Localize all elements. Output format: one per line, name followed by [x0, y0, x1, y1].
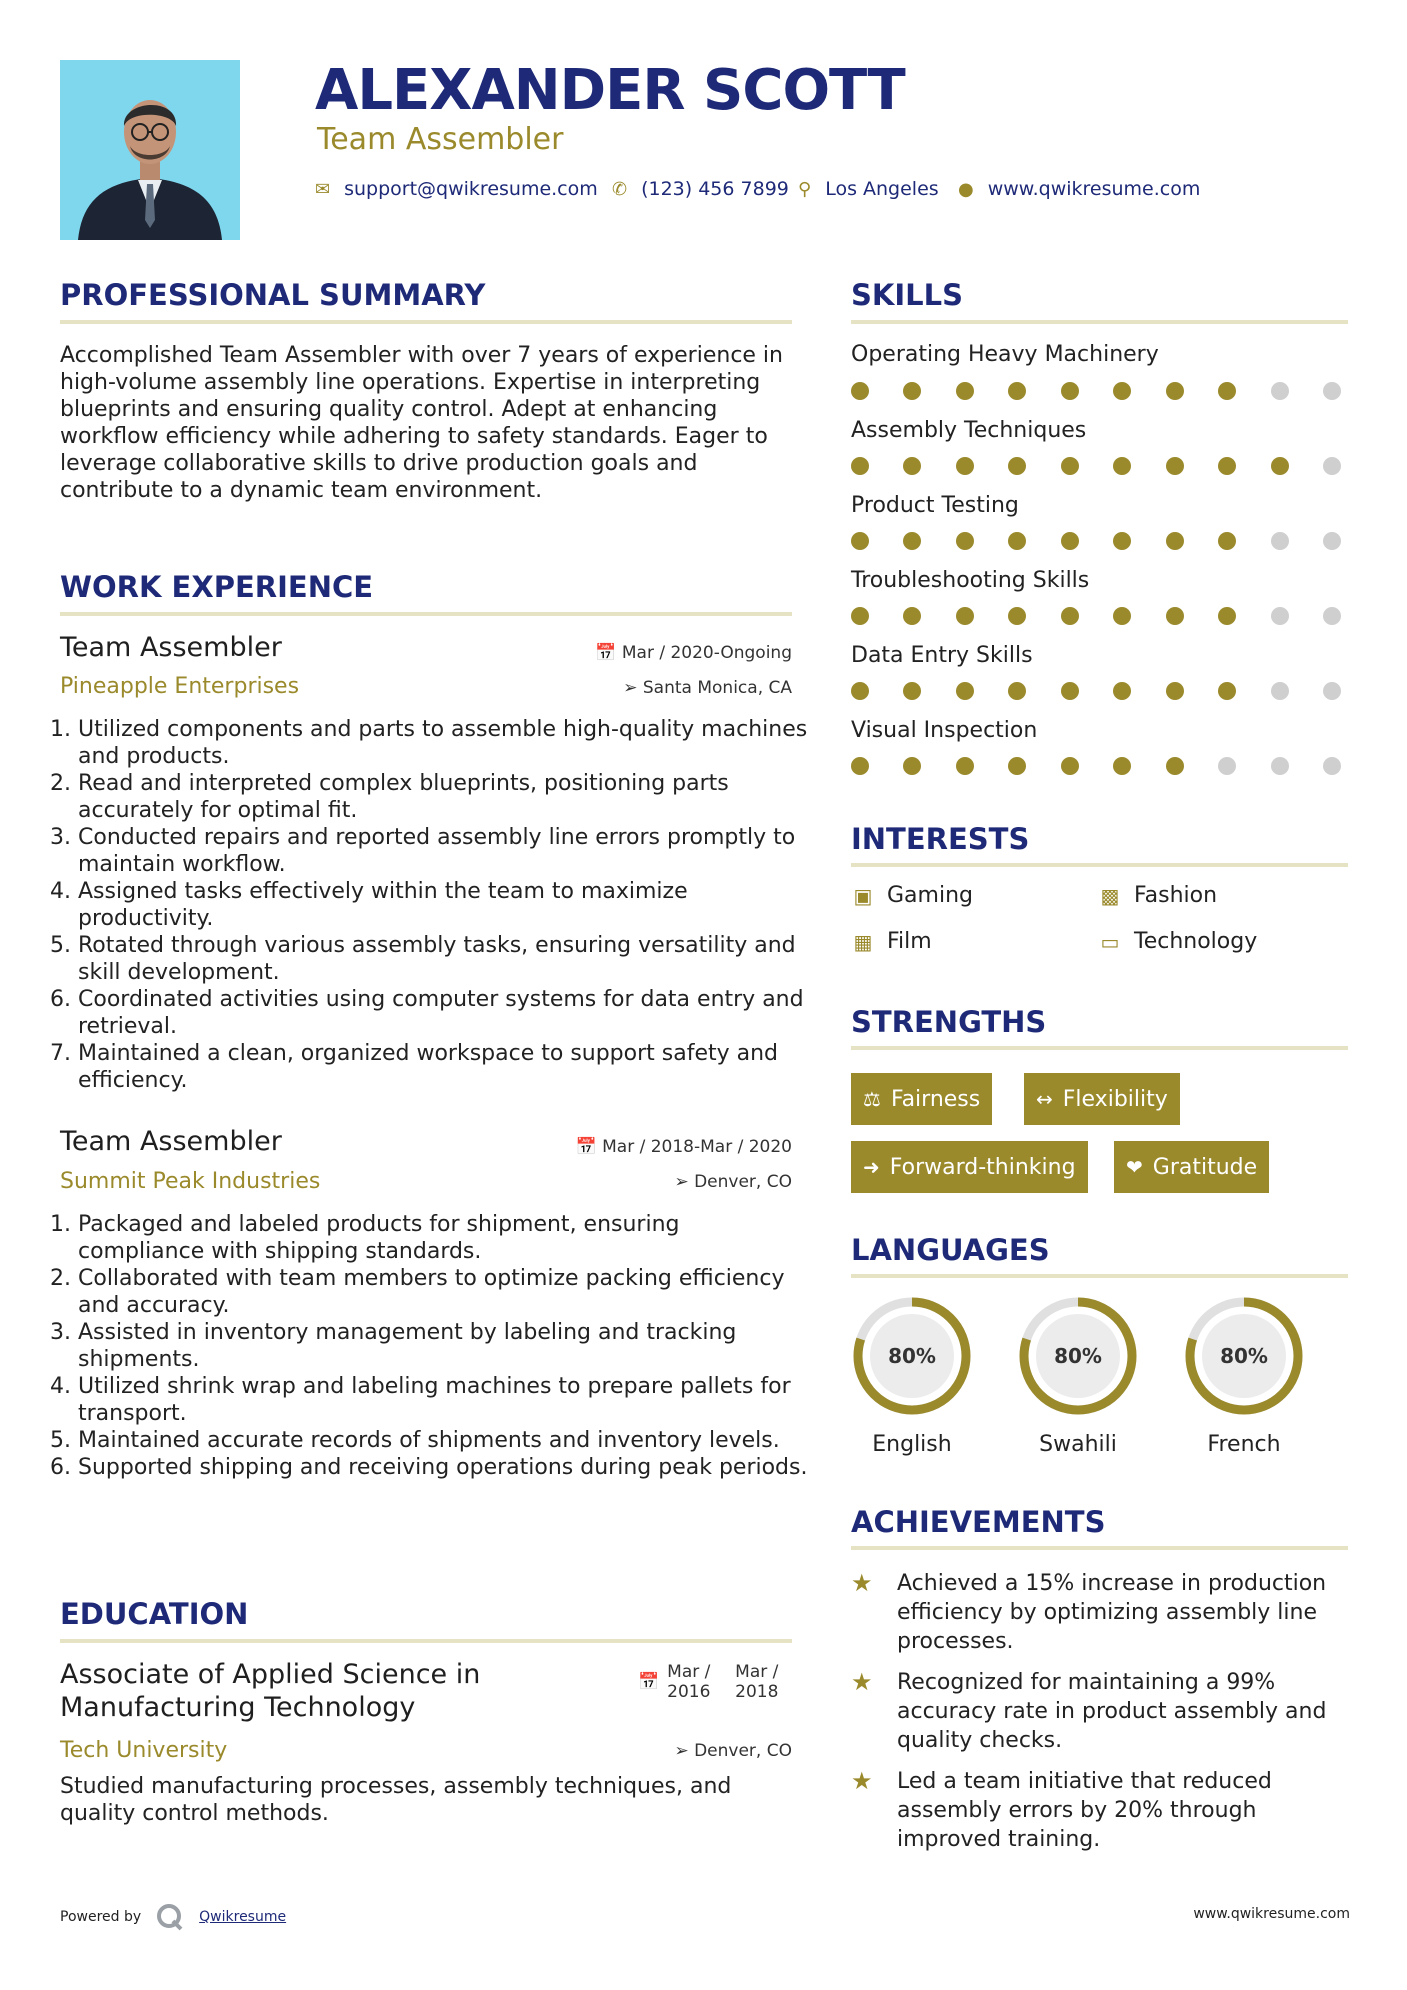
list-item: 6. Coordinated activities using computer systems for data entry and retrieval. [78, 986, 810, 1040]
skill-name: Data Entry Skills [851, 643, 1033, 668]
star-icon: ★ [851, 1767, 873, 1795]
rating-dot-filled [956, 457, 974, 475]
gamepad-icon: ▣ [853, 883, 873, 908]
heart-icon: ❤ [1126, 1155, 1143, 1179]
location-text: Los Angeles [825, 178, 939, 200]
skill-name: Troubleshooting Skills [851, 568, 1090, 593]
profile-photo [60, 60, 240, 240]
laptop-icon: ▭ [1100, 929, 1120, 954]
achievement-text: Recognized for maintaining a 99% accuracy rate in product assembly and quality checks. [897, 1670, 1327, 1753]
rating-dot-filled [1113, 682, 1131, 700]
achievement-item [851, 1569, 1351, 1656]
education-description: Studied manufacturing processes, assembly techniques, and quality control methods. [60, 1774, 732, 1826]
rating-dot-filled [1113, 457, 1131, 475]
skill-rating [851, 457, 1341, 475]
interest-film [851, 929, 932, 954]
rating-dot-empty [1323, 382, 1341, 400]
skill-rating [851, 382, 1341, 400]
skills-heading: SKILLS [851, 278, 963, 312]
end-month: Mar / [735, 1662, 779, 1682]
strength-label: Forward-thinking [889, 1154, 1076, 1180]
footer-powered-by [60, 1902, 286, 1932]
rating-dot-filled [956, 532, 974, 550]
star-icon: ★ [851, 1668, 873, 1696]
powered-by-text: Powered by [60, 1909, 142, 1925]
summary-text: Accomplished Team Assembler with over 7 years of experience in high-volume assembly line operations. Expertise in interpreting blueprints and ensuring quality control. Adept at enhancing workflow efficiency while adhering to safety standards. Eager to leverage collaborative skills to drive production goals and contribute to a dynamic team environment. [60, 343, 783, 503]
list-item: 3. Conducted repairs and reported assembly line errors promptly to maintain workflow. [78, 824, 810, 878]
calendar-icon: 📅 [638, 1672, 660, 1692]
rating-dot-filled [1166, 607, 1184, 625]
section-divider [851, 1546, 1348, 1550]
job-location-text: Denver, CO [694, 1172, 792, 1192]
rating-dot-filled [1218, 457, 1236, 475]
job-location [674, 1172, 792, 1192]
skill-rating [851, 682, 1341, 700]
language-name: French [1207, 1432, 1281, 1457]
achievements-heading: ACHIEVEMENTS [851, 1505, 1106, 1539]
arrow-right-icon: ➜ [863, 1155, 880, 1179]
rating-dot-filled [851, 607, 869, 625]
rating-dot-filled [1271, 457, 1289, 475]
degree-line-2: Manufacturing Technology [60, 1692, 416, 1723]
rating-dot-filled [1061, 607, 1079, 625]
strength-badge [1024, 1073, 1180, 1125]
degree-line-1: Associate of Applied Science in [60, 1659, 481, 1690]
section-divider [851, 1046, 1348, 1050]
pin-icon: ➢ [674, 1741, 689, 1761]
map-marker-icon: ⚲ [798, 178, 812, 200]
rating-dot-empty [1271, 607, 1289, 625]
rating-dot-filled [1061, 457, 1079, 475]
rating-dot-filled [1166, 382, 1184, 400]
job-location [623, 678, 792, 698]
school-name: Tech University [60, 1738, 228, 1763]
rating-dot-filled [1166, 682, 1184, 700]
contact-location [798, 178, 939, 200]
rating-dot-filled [1218, 682, 1236, 700]
rating-dot-filled [1113, 607, 1131, 625]
rating-dot-filled [1166, 757, 1184, 775]
skill-name: Assembly Techniques [851, 418, 1087, 443]
rating-dot-filled [1008, 757, 1026, 775]
strength-badge [851, 1141, 1088, 1193]
skill-rating [851, 532, 1341, 550]
rating-dot-filled [1113, 532, 1131, 550]
envelope-icon: ✉ [315, 178, 331, 200]
rating-dot-filled [956, 757, 974, 775]
job-dates [576, 1137, 792, 1157]
phone-icon: ✆ [612, 178, 628, 200]
brand-link[interactable]: Qwikresume [199, 1909, 287, 1925]
rating-dot-filled [1166, 532, 1184, 550]
interests-heading: INTERESTS [851, 822, 1030, 856]
list-item: 3. Assisted in inventory management by labeling and tracking shipments. [78, 1319, 810, 1373]
start-month: Mar / [667, 1662, 711, 1682]
rating-dot-filled [903, 382, 921, 400]
job-company: Pineapple Enterprises [60, 674, 300, 699]
summary-heading: PROFESSIONAL SUMMARY [60, 278, 486, 312]
rating-dot-filled [903, 682, 921, 700]
skill-name: Visual Inspection [851, 718, 1038, 743]
contact-phone[interactable] [612, 178, 789, 200]
education-heading: EDUCATION [60, 1597, 249, 1631]
job-title: Team Assembler [60, 1126, 282, 1157]
contact-email[interactable] [315, 178, 598, 200]
interest-fashion [1098, 883, 1217, 908]
strengths-heading: STRENGTHS [851, 1005, 1047, 1039]
job-dates-text: Mar / 2020-Ongoing [621, 643, 792, 663]
rating-dot-filled [903, 607, 921, 625]
person-portrait-icon [60, 60, 240, 240]
rating-dot-filled [1061, 532, 1079, 550]
rating-dot-filled [1218, 607, 1236, 625]
gauge-label: 80% [1054, 1344, 1102, 1368]
shopping-bag-icon: ▩ [1100, 883, 1120, 908]
achievement-item [851, 1668, 1351, 1755]
job-duties-list [60, 1211, 810, 1481]
pin-icon: ➢ [623, 678, 638, 698]
rating-dot-filled [851, 382, 869, 400]
job-title: Team Assembler [60, 632, 282, 663]
skill-rating [851, 757, 1341, 775]
rating-dot-filled [903, 757, 921, 775]
phone-text[interactable]: (123) 456 7899 [641, 178, 789, 200]
language-name: English [872, 1432, 952, 1457]
start-year: 2016 [667, 1682, 711, 1702]
list-item: 6. Supported shipping and receiving operations during peak periods. [78, 1454, 810, 1481]
job-dates-text: Mar / 2018-Mar / 2020 [602, 1137, 792, 1157]
candidate-name: ALEXANDER SCOTT [315, 58, 905, 123]
calendar-icon: 📅 [575, 1137, 597, 1157]
strength-label: Flexibility [1062, 1086, 1168, 1112]
rating-dot-empty [1271, 532, 1289, 550]
section-divider [851, 1274, 1348, 1278]
interest-technology [1098, 929, 1257, 954]
interest-label: Technology [1134, 929, 1258, 954]
rating-dot-filled [1008, 457, 1026, 475]
rating-dot-filled [1008, 607, 1026, 625]
section-divider [851, 320, 1348, 324]
scale-icon: ⚖ [863, 1087, 881, 1111]
rating-dot-empty [1323, 682, 1341, 700]
rating-dot-empty [1271, 382, 1289, 400]
rating-dot-filled [1166, 457, 1184, 475]
rating-dot-filled [956, 382, 974, 400]
contact-website[interactable] [958, 178, 1200, 200]
rating-dot-filled [1113, 757, 1131, 775]
language-gauge [1181, 1293, 1307, 1419]
rating-dot-filled [1008, 682, 1026, 700]
job-location-text: Santa Monica, CA [642, 678, 792, 698]
rating-dot-empty [1218, 757, 1236, 775]
website-text[interactable]: www.qwikresume.com [987, 178, 1201, 200]
list-item: 4. Utilized shrink wrap and labeling machines to prepare pallets for transport. [78, 1373, 810, 1427]
achievement-text: Led a team initiative that reduced assembly errors by 20% through improved training. [897, 1769, 1272, 1852]
rating-dot-filled [1008, 382, 1026, 400]
rating-dot-filled [851, 682, 869, 700]
footer-website[interactable]: www.qwikresume.com [1193, 1906, 1350, 1922]
rating-dot-empty [1323, 607, 1341, 625]
star-icon: ★ [851, 1569, 873, 1597]
interest-gaming [851, 883, 973, 908]
skill-name: Operating Heavy Machinery [851, 342, 1159, 367]
section-divider [60, 1639, 792, 1643]
language-name: Swahili [1039, 1432, 1117, 1457]
rating-dot-empty [1323, 757, 1341, 775]
section-divider [851, 863, 1348, 867]
strength-label: Fairness [890, 1086, 981, 1112]
rating-dot-filled [1061, 682, 1079, 700]
rating-dot-filled [1061, 382, 1079, 400]
rating-dot-empty [1271, 682, 1289, 700]
language-gauge [1015, 1293, 1141, 1419]
job-dates [595, 643, 792, 663]
rating-dot-filled [851, 457, 869, 475]
section-divider [60, 612, 792, 616]
end-year: 2018 [735, 1682, 779, 1702]
skill-rating [851, 607, 1341, 625]
candidate-role: Team Assembler [317, 122, 564, 157]
list-item: 7. Maintained a clean, organized workspace to support safety and efficiency. [78, 1040, 810, 1094]
calendar-icon: 📅 [595, 643, 617, 663]
interest-label: Gaming [887, 883, 973, 908]
rating-dot-filled [851, 757, 869, 775]
rating-dot-filled [851, 532, 869, 550]
list-item: 4. Assigned tasks effectively within the team to maximize productivity. [78, 878, 810, 932]
languages-heading: LANGUAGES [851, 1233, 1050, 1267]
pin-icon: ➢ [674, 1172, 689, 1192]
section-divider [60, 320, 792, 324]
skill-name: Product Testing [851, 493, 1019, 518]
list-item: 2. Read and interpreted complex blueprints, positioning parts accurately for optimal fit. [78, 770, 810, 824]
arrows-horizontal-icon: ↔ [1036, 1087, 1053, 1111]
experience-heading: WORK EXPERIENCE [60, 570, 374, 604]
rating-dot-filled [1218, 382, 1236, 400]
interest-label: Film [887, 929, 932, 954]
job-duties-list [60, 716, 810, 1094]
rating-dot-filled [1218, 532, 1236, 550]
rating-dot-empty [1271, 757, 1289, 775]
globe-icon: ● [958, 178, 974, 200]
strength-badge [1114, 1141, 1269, 1193]
rating-dot-empty [1323, 532, 1341, 550]
interest-label: Fashion [1134, 883, 1218, 908]
language-gauge [849, 1293, 975, 1419]
rating-dot-filled [903, 532, 921, 550]
rating-dot-filled [1061, 757, 1079, 775]
achievement-text: Achieved a 15% increase in production efficiency by optimizing assembly line processes. [897, 1571, 1327, 1654]
education-location [674, 1741, 792, 1761]
rating-dot-filled [956, 607, 974, 625]
list-item: 1. Packaged and labeled products for shipment, ensuring compliance with shipping standards. [78, 1211, 810, 1265]
strength-badge [851, 1073, 992, 1125]
education-dates [638, 1662, 778, 1702]
achievement-item [851, 1767, 1351, 1854]
rating-dot-filled [1008, 532, 1026, 550]
email-text[interactable]: support@qwikresume.com [344, 178, 598, 200]
rating-dot-filled [956, 682, 974, 700]
qwikresume-logo-icon [155, 1902, 185, 1932]
list-item: 2. Collaborated with team members to optimize packing efficiency and accuracy. [78, 1265, 810, 1319]
rating-dot-empty [1323, 457, 1341, 475]
film-icon: ▦ [853, 929, 873, 954]
education-location-text: Denver, CO [694, 1741, 792, 1761]
list-item: 1. Utilized components and parts to assemble high-quality machines and products. [78, 716, 810, 770]
rating-dot-filled [1113, 382, 1131, 400]
strength-label: Gratitude [1152, 1154, 1258, 1180]
rating-dot-filled [903, 457, 921, 475]
gauge-label: 80% [1220, 1344, 1268, 1368]
job-company: Summit Peak Industries [60, 1169, 321, 1194]
list-item: 5. Maintained accurate records of shipments and inventory levels. [78, 1427, 810, 1454]
list-item: 5. Rotated through various assembly tasks, ensuring versatility and skill development. [78, 932, 810, 986]
gauge-label: 80% [888, 1344, 936, 1368]
